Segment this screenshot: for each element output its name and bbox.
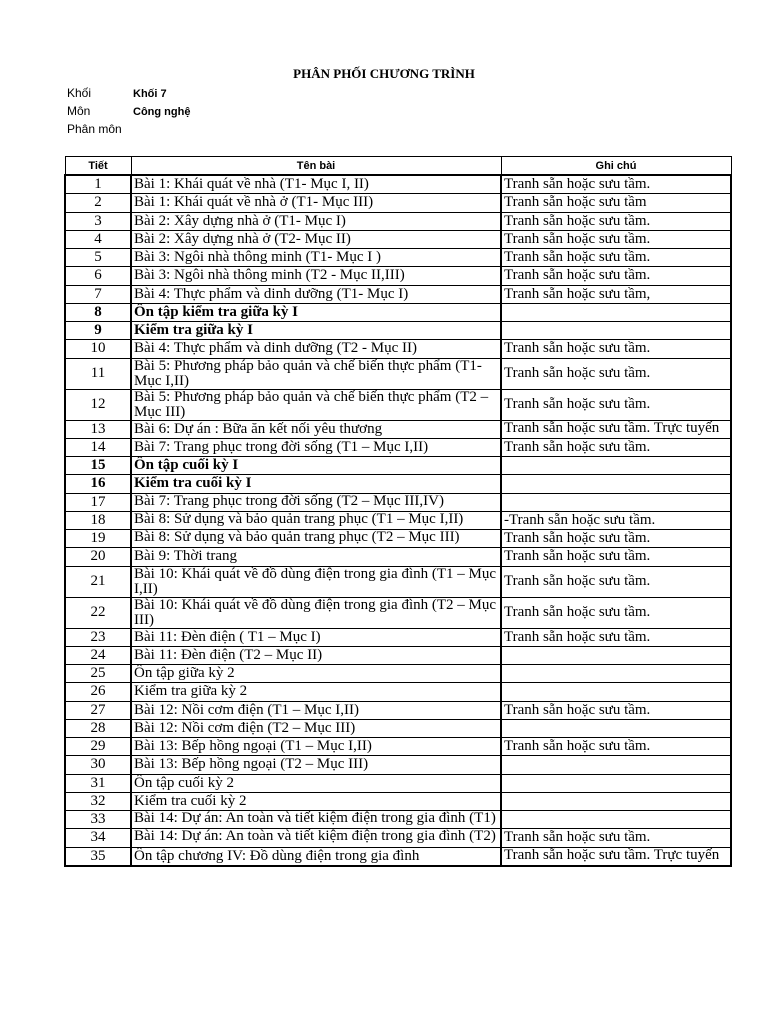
cell-ten-bai: Bài 10: Khái quát về đồ dùng điện trong gia đình (T2 – Mục III) [131,597,501,628]
cell-ten-bai: Bài 1: Khái quát về nhà ở (T1- Mục III) [131,194,501,212]
table-row [65,548,731,566]
table-row [65,475,731,493]
cell-tiet: 9 [65,322,131,340]
cell-tiet: 22 [65,597,131,628]
meta-row-mon [67,104,190,118]
table-row [65,267,731,285]
cell-ghi-chu [501,322,731,340]
table-row [65,566,731,597]
table-body [65,175,731,866]
table-row [65,340,731,358]
table-row [65,792,731,810]
cell-tiet: 29 [65,738,131,756]
cell-tiet: 14 [65,438,131,456]
cell-ghi-chu: Tranh sẵn hoặc sưu tầm. [501,738,731,756]
cell-ghi-chu [501,719,731,737]
table-row [65,756,731,774]
cell-tiet: 8 [65,303,131,321]
table-row [65,701,731,719]
table-row [65,628,731,646]
cell-ghi-chu: Tranh sẵn hoặc sưu tầm. [501,212,731,230]
cell-tiet: 10 [65,340,131,358]
cell-ten-bai: Bài 11: Đèn điện ( T1 – Mục I) [131,628,501,646]
cell-ten-bai: Bài 7: Trang phục trong đời sống (T1 – Mục I,II) [131,438,501,456]
cell-ten-bai: Bài 2: Xây dựng nhà ở (T2- Mục II) [131,230,501,248]
cell-ghi-chu [501,475,731,493]
cell-ghi-chu: Tranh sẵn hoặc sưu tầm. [501,358,731,389]
cell-ten-bai: Bài 11: Đèn điện (T2 – Mục II) [131,646,501,664]
cell-tiet: 3 [65,212,131,230]
cell-ghi-chu [501,457,731,475]
cell-ten-bai: Bài 14: Dự án: An toàn và tiết kiệm điện trong gia đình (T2) [131,829,501,847]
cell-ten-bai: Bài 2: Xây dựng nhà ở (T1- Mục I) [131,212,501,230]
cell-tiet: 28 [65,719,131,737]
table-row [65,285,731,303]
cell-tiet: 18 [65,511,131,529]
table-row [65,847,731,866]
cell-tiet: 26 [65,683,131,701]
cell-ghi-chu: Tranh sẵn hoặc sưu tầm. [501,530,731,548]
cell-ghi-chu: Tranh sẵn hoặc sưu tầm. [501,249,731,267]
table-row [65,420,731,438]
cell-ten-bai: Kiểm tra giữa kỳ 2 [131,683,501,701]
table-row [65,597,731,628]
table-row [65,530,731,548]
cell-tiet: 5 [65,249,131,267]
table-row [65,212,731,230]
cell-tiet: 13 [65,420,131,438]
cell-ghi-chu: Tranh sẵn hoặc sưu tầm. [501,175,731,194]
cell-tiet: 7 [65,285,131,303]
cell-ghi-chu [501,646,731,664]
cell-tiet: 19 [65,530,131,548]
table-row [65,303,731,321]
table-row [65,358,731,389]
cell-ten-bai: Kiểm tra giữa kỳ I [131,322,501,340]
table-row [65,322,731,340]
cell-tiet: 23 [65,628,131,646]
table-row [65,646,731,664]
cell-ten-bai: Ôn tập kiểm tra giữa kỳ I [131,303,501,321]
cell-tiet: 24 [65,646,131,664]
table-row [65,457,731,475]
table-row [65,665,731,683]
cell-ghi-chu: Tranh sẵn hoặc sưu tầm [501,194,731,212]
cell-ghi-chu: Tranh sẵn hoặc sưu tầm. [501,829,731,847]
table-row [65,194,731,212]
cell-ghi-chu [501,756,731,774]
cell-ten-bai: Bài 8: Sử dụng và bảo quản trang phục (T1 – Mục I,II) [131,511,501,529]
cell-ghi-chu: Tranh sẵn hoặc sưu tầm. [501,230,731,248]
cell-ten-bai: Bài 13: Bếp hồng ngoại (T2 – Mục III) [131,756,501,774]
cell-ten-bai: Bài 13: Bếp hồng ngoại (T1 – Mục I,II) [131,738,501,756]
cell-tiet: 31 [65,774,131,792]
cell-ghi-chu [501,811,731,829]
cell-tiet: 2 [65,194,131,212]
meta-value: Công nghệ [133,106,191,118]
cell-ten-bai: Bài 6: Dự án : Bữa ăn kết nối yêu thương [131,420,501,438]
cell-tiet: 11 [65,358,131,389]
header-tiet: Tiết [65,157,131,176]
cell-ten-bai: Kiểm tra cuối kỳ 2 [131,792,501,810]
meta-label: Môn [67,104,91,118]
cell-ten-bai: Bài 12: Nồi cơm điện (T1 – Mục I,II) [131,701,501,719]
cell-ten-bai: Bài 3: Ngôi nhà thông minh (T1- Mục I ) [131,249,501,267]
page-title: PHÂN PHỐI CHƯƠNG TRÌNH [293,66,475,81]
cell-ten-bai: Bài 10: Khái quát về đồ dùng điện trong gia đình (T1 – Mục I,II) [131,566,501,597]
header-ghi-chu: Ghi chú [501,157,731,176]
cell-ghi-chu [501,303,731,321]
meta-row-phan-mon [67,122,133,136]
table-row [65,438,731,456]
cell-tiet: 20 [65,548,131,566]
cell-ten-bai: Bài 4: Thực phẩm và dinh dưỡng (T2 - Mục II) [131,340,501,358]
cell-ten-bai: Bài 14: Dự án: An toàn và tiết kiệm điện trong gia đình (T1) [131,811,501,829]
table-row [65,738,731,756]
table-row [65,829,731,847]
cell-tiet: 32 [65,792,131,810]
cell-ghi-chu: Tranh sẵn hoặc sưu tầm. [501,548,731,566]
cell-ghi-chu: Tranh sẵn hoặc sưu tầm. [501,628,731,646]
cell-ten-bai: Bài 5: Phương pháp bảo quản và chế biến thực phẩm (T2 – Mục III) [131,389,501,420]
cell-ghi-chu: Tranh sẵn hoặc sưu tầm. [501,566,731,597]
cell-ghi-chu [501,665,731,683]
cell-ten-bai: Bài 7: Trang phục trong đời sống (T2 – Mục III,IV) [131,493,501,511]
cell-tiet: 16 [65,475,131,493]
cell-ten-bai: Ôn tập cuối kỳ I [131,457,501,475]
cell-ghi-chu: Tranh sẵn hoặc sưu tầm. [501,701,731,719]
cell-ghi-chu [501,683,731,701]
cell-ghi-chu: Tranh sẵn hoặc sưu tầm. Trực tuyến [501,420,731,438]
cell-ghi-chu [501,493,731,511]
cell-tiet: 21 [65,566,131,597]
cell-ten-bai: Bài 9: Thời trang [131,548,501,566]
table-row [65,493,731,511]
meta-value: Khối 7 [133,88,167,100]
cell-tiet: 34 [65,829,131,847]
cell-ten-bai: Bài 5: Phương pháp bảo quản và chế biến thực phẩm (T1- Mục I,II) [131,358,501,389]
cell-ten-bai: Ôn tập chương IV: Đồ dùng điện trong gia đình [131,847,501,866]
table-row [65,719,731,737]
cell-ten-bai: Kiểm tra cuối kỳ I [131,475,501,493]
cell-ghi-chu: Tranh sẵn hoặc sưu tầm. [501,267,731,285]
cell-ghi-chu: Tranh sẵn hoặc sưu tầm, [501,285,731,303]
table-row [65,230,731,248]
cell-ghi-chu: Tranh sẵn hoặc sưu tầm. Trực tuyến [501,847,731,866]
cell-ten-bai: Bài 1: Khái quát về nhà (T1- Mục I, II) [131,175,501,194]
table-row [65,389,731,420]
cell-ten-bai: Bài 8: Sử dụng và bảo quản trang phục (T2 – Mục III) [131,530,501,548]
cell-ghi-chu: Tranh sẵn hoặc sưu tầm. [501,597,731,628]
cell-tiet: 1 [65,175,131,194]
table-row [65,175,731,194]
cell-ten-bai: Ôn tập cuối kỳ 2 [131,774,501,792]
cell-ghi-chu: Tranh sẵn hoặc sưu tầm. [501,340,731,358]
cell-tiet: 27 [65,701,131,719]
table-row [65,811,731,829]
cell-ghi-chu [501,792,731,810]
cell-tiet: 17 [65,493,131,511]
cell-ghi-chu: Tranh sẵn hoặc sưu tầm. [501,389,731,420]
meta-label: Khối [67,86,92,100]
cell-tiet: 25 [65,665,131,683]
table-row [65,249,731,267]
header-ten-bai: Tên bài [131,157,501,176]
table-row [65,683,731,701]
cell-ten-bai: Bài 12: Nồi cơm điện (T2 – Mục III) [131,719,501,737]
cell-ghi-chu: -Tranh sẵn hoặc sưu tầm. [501,511,731,529]
cell-ghi-chu: Tranh sẵn hoặc sưu tầm. [501,438,731,456]
cell-tiet: 12 [65,389,131,420]
cell-ten-bai: Ôn tập giữa kỳ 2 [131,665,501,683]
table-row [65,511,731,529]
cell-ten-bai: Bài 3: Ngôi nhà thông minh (T2 - Mục II,III) [131,267,501,285]
meta-row-khoi [67,86,167,100]
cell-tiet: 6 [65,267,131,285]
table-row [65,774,731,792]
curriculum-table [64,156,732,867]
cell-ghi-chu [501,774,731,792]
table-header-row [65,157,731,176]
cell-tiet: 4 [65,230,131,248]
cell-tiet: 33 [65,811,131,829]
cell-tiet: 30 [65,756,131,774]
cell-tiet: 15 [65,457,131,475]
meta-label: Phân môn [67,122,122,136]
cell-tiet: 35 [65,847,131,866]
cell-ten-bai: Bài 4: Thực phẩm và dinh dưỡng (T1- Mục I) [131,285,501,303]
